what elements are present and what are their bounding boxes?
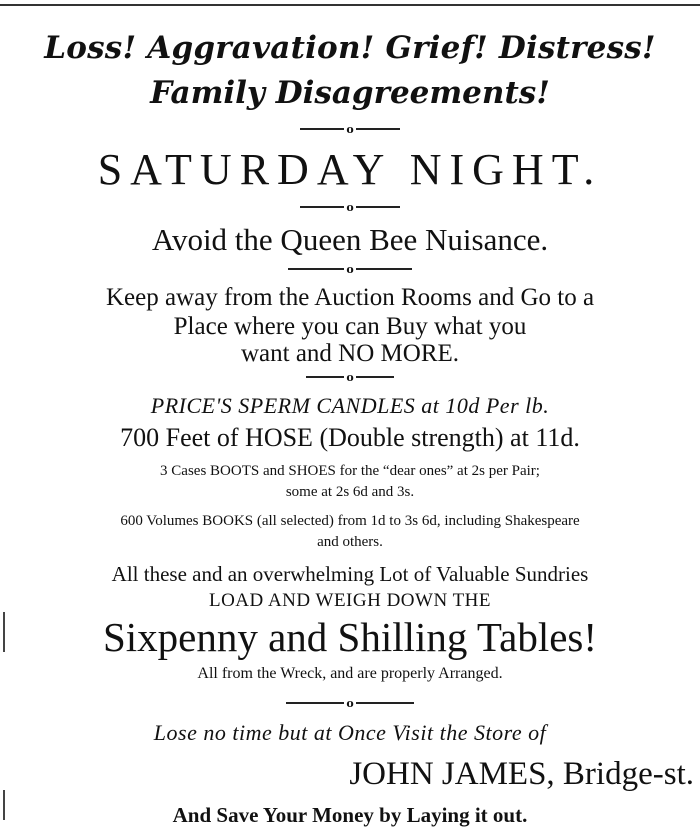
- separator-ornament: o: [346, 200, 354, 214]
- headline-line-1: Loss! Aggravation! Grief! Distress!: [44, 30, 656, 66]
- separator-dash: [300, 206, 344, 208]
- books-line-2: and others.: [317, 534, 383, 550]
- sundries-line-1: All these and an overwhelming Lot of Valuable Sundries: [111, 562, 589, 586]
- separator-dash: [306, 376, 344, 378]
- lose-no-time-line: Lose no time but at Once Visit the Store of: [153, 720, 547, 745]
- sixpenny-shilling-tables-heading: Sixpenny and Shilling Tables!: [102, 614, 598, 660]
- avoid-queen-bee-line: Avoid the Queen Bee Nuisance.: [151, 222, 549, 257]
- separator-ornament: o: [346, 370, 354, 384]
- separator-dash: [356, 702, 414, 704]
- top-border-rule: [0, 4, 700, 6]
- hose-line: 700 Feet of HOSE (Double strength) at 11d.: [120, 423, 580, 452]
- separator-ornament: o: [346, 262, 354, 276]
- boots-line-1: 3 Cases BOOTS and SHOES for the “dear ones” at 2s per Pair;: [160, 463, 540, 479]
- separator-dash: [356, 128, 400, 130]
- separator-ornament: o: [346, 122, 354, 136]
- separator-dash: [356, 206, 400, 208]
- merchant-name-line: JOHN JAMES, Bridge-st.: [349, 756, 694, 792]
- separator: [0, 698, 700, 708]
- separator: [0, 264, 700, 274]
- wreck-line: All from the Wreck, and are properly Arranged.: [197, 665, 503, 682]
- boots-line-2: some at 2s 6d and 3s.: [285, 484, 415, 500]
- separator-dash: [356, 376, 394, 378]
- keep-away-line-2: Place where you can Buy what you: [173, 313, 527, 340]
- candles-line: PRICE'S SPERM CANDLES at 10d Per lb.: [150, 393, 550, 418]
- keep-away-line-3: want and NO MORE.: [240, 340, 460, 367]
- separator: [0, 124, 700, 134]
- separator-ornament: o: [346, 696, 354, 710]
- keep-away-line-1: Keep away from the Auction Rooms and Go to a: [105, 284, 595, 311]
- separator-dash: [356, 268, 412, 270]
- save-money-line: And Save Your Money by Laying it out.: [172, 803, 528, 827]
- separator-dash: [300, 128, 344, 130]
- separator-dash: [286, 702, 344, 704]
- separator-dash: [288, 268, 344, 270]
- books-line-1: 600 Volumes BOOKS (all selected) from 1d to 3s 6d, including Shakespeare: [120, 513, 580, 529]
- saturday-night-heading: SATURDAY NIGHT.: [97, 145, 603, 194]
- separator: [0, 202, 700, 212]
- separator: [0, 372, 700, 382]
- sundries-line-2: LOAD AND WEIGH DOWN THE: [208, 590, 492, 611]
- headline-line-2: Family Disagreements!: [150, 75, 550, 111]
